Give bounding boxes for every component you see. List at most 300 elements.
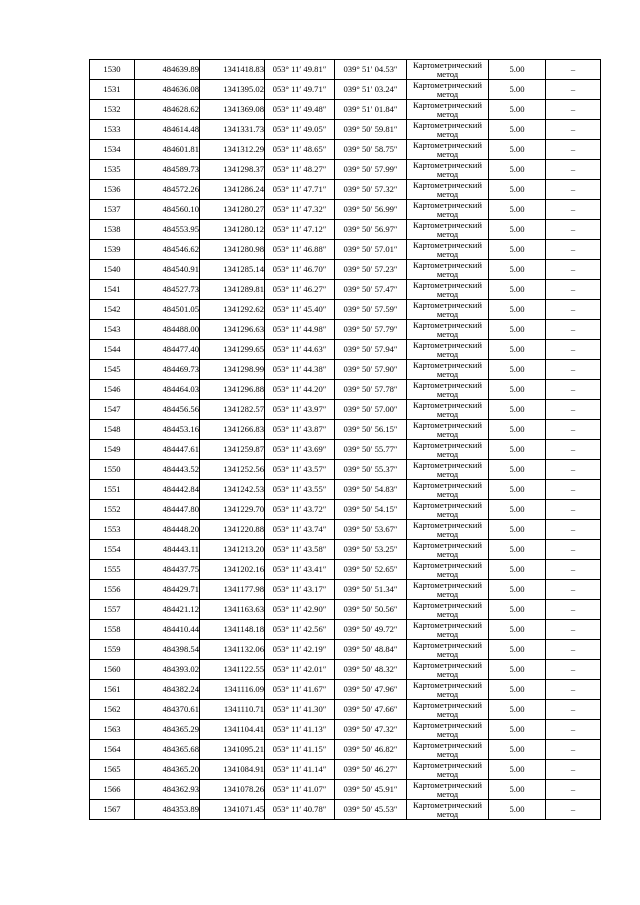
method-line-1: Картометрический xyxy=(413,579,482,590)
extra-cell: – xyxy=(546,560,601,580)
method-cell xyxy=(407,140,489,160)
x-coordinate-cell: 484437.75 xyxy=(135,560,200,580)
method-line-1: Картометрический xyxy=(413,299,482,310)
table-row xyxy=(90,540,601,560)
method-line-1: Картометрический xyxy=(413,119,482,130)
longitude-cell: 039° 50′ 57.78″ xyxy=(335,380,407,400)
accuracy-cell: 5.00 xyxy=(489,380,546,400)
accuracy-cell: 5.00 xyxy=(489,320,546,340)
latitude-cell: 053° 11′ 49.81″ xyxy=(265,60,335,80)
point-number-cell: 1536 xyxy=(90,180,135,200)
table-row xyxy=(90,60,601,80)
longitude-cell: 039° 50′ 45.91″ xyxy=(335,780,407,800)
method-line-2: метод xyxy=(436,488,459,499)
longitude-cell: 039° 50′ 49.72″ xyxy=(335,620,407,640)
method-line-2: метод xyxy=(436,608,459,619)
x-coordinate-cell: 484628.62 xyxy=(135,100,200,120)
method-line-1: Картометрический xyxy=(413,599,482,610)
point-number-cell: 1560 xyxy=(90,660,135,680)
y-coordinate-cell: 1341110.71 xyxy=(200,700,265,720)
extra-cell: – xyxy=(546,640,601,660)
accuracy-cell: 5.00 xyxy=(489,340,546,360)
method-line-1: Картометрический xyxy=(413,499,482,510)
latitude-cell: 053° 11′ 43.97″ xyxy=(265,400,335,420)
point-number-cell: 1531 xyxy=(90,80,135,100)
method-cell xyxy=(407,500,489,520)
latitude-cell: 053° 11′ 49.05″ xyxy=(265,120,335,140)
x-coordinate-cell: 484553.95 xyxy=(135,220,200,240)
longitude-cell: 039° 50′ 57.00″ xyxy=(335,400,407,420)
y-coordinate-cell: 1341163.63 xyxy=(200,600,265,620)
x-coordinate-cell: 484382.24 xyxy=(135,680,200,700)
longitude-cell: 039° 51′ 03.24″ xyxy=(335,80,407,100)
extra-cell: – xyxy=(546,280,601,300)
method-line-1: Картометрический xyxy=(413,639,482,650)
method-line-2: метод xyxy=(436,188,459,199)
point-number-cell: 1559 xyxy=(90,640,135,660)
method-cell xyxy=(407,260,489,280)
point-number-cell: 1552 xyxy=(90,500,135,520)
point-number-cell: 1562 xyxy=(90,700,135,720)
y-coordinate-cell: 1341298.99 xyxy=(200,360,265,380)
extra-cell: – xyxy=(546,80,601,100)
method-line-1: Картометрический xyxy=(413,199,482,210)
accuracy-cell: 5.00 xyxy=(489,520,546,540)
method-line-2: метод xyxy=(436,648,459,659)
x-coordinate-cell: 484362.93 xyxy=(135,780,200,800)
method-cell xyxy=(407,80,489,100)
extra-cell: – xyxy=(546,680,601,700)
accuracy-cell: 5.00 xyxy=(489,720,546,740)
latitude-cell: 053° 11′ 46.70″ xyxy=(265,260,335,280)
extra-cell: – xyxy=(546,220,601,240)
table-row xyxy=(90,760,601,780)
table-row xyxy=(90,500,601,520)
latitude-cell: 053° 11′ 44.98″ xyxy=(265,320,335,340)
method-cell xyxy=(407,120,489,140)
table-row xyxy=(90,520,601,540)
longitude-cell: 039° 50′ 56.99″ xyxy=(335,200,407,220)
extra-cell: – xyxy=(546,300,601,320)
extra-cell: – xyxy=(546,60,601,80)
table-row xyxy=(90,100,601,120)
extra-cell: – xyxy=(546,540,601,560)
longitude-cell: 039° 50′ 57.90″ xyxy=(335,360,407,380)
method-line-1: Картометрический xyxy=(413,479,482,490)
table-row xyxy=(90,560,601,580)
latitude-cell: 053° 11′ 46.27″ xyxy=(265,280,335,300)
latitude-cell: 053° 11′ 47.12″ xyxy=(265,220,335,240)
point-number-cell: 1532 xyxy=(90,100,135,120)
accuracy-cell: 5.00 xyxy=(489,360,546,380)
x-coordinate-cell: 484365.20 xyxy=(135,760,200,780)
table-row xyxy=(90,440,601,460)
method-line-1: Картометрический xyxy=(413,679,482,690)
accuracy-cell: 5.00 xyxy=(489,60,546,80)
x-coordinate-cell: 484442.84 xyxy=(135,480,200,500)
y-coordinate-cell: 1341229.70 xyxy=(200,500,265,520)
y-coordinate-cell: 1341285.14 xyxy=(200,260,265,280)
point-number-cell: 1549 xyxy=(90,440,135,460)
x-coordinate-cell: 484429.71 xyxy=(135,580,200,600)
method-cell xyxy=(407,680,489,700)
method-cell xyxy=(407,800,489,820)
accuracy-cell: 5.00 xyxy=(489,500,546,520)
accuracy-cell: 5.00 xyxy=(489,120,546,140)
latitude-cell: 053° 11′ 46.88″ xyxy=(265,240,335,260)
method-line-2: метод xyxy=(436,288,459,299)
method-line-1: Картометрический xyxy=(413,59,482,70)
y-coordinate-cell: 1341282.57 xyxy=(200,400,265,420)
method-line-1: Картометрический xyxy=(413,559,482,570)
method-cell xyxy=(407,760,489,780)
latitude-cell: 053° 11′ 41.13″ xyxy=(265,720,335,740)
method-line-1: Картометрический xyxy=(413,359,482,370)
method-line-1: Картометрический xyxy=(413,439,482,450)
method-cell xyxy=(407,660,489,680)
table-row xyxy=(90,320,601,340)
latitude-cell: 053° 11′ 48.27″ xyxy=(265,160,335,180)
table-row xyxy=(90,700,601,720)
y-coordinate-cell: 1341292.62 xyxy=(200,300,265,320)
method-cell xyxy=(407,360,489,380)
table-row xyxy=(90,360,601,380)
extra-cell: – xyxy=(546,520,601,540)
point-number-cell: 1547 xyxy=(90,400,135,420)
method-line-1: Картометрический xyxy=(413,399,482,410)
y-coordinate-cell: 1341177.98 xyxy=(200,580,265,600)
table-row xyxy=(90,420,601,440)
accuracy-cell: 5.00 xyxy=(489,700,546,720)
longitude-cell: 039° 50′ 54.83″ xyxy=(335,480,407,500)
table-row xyxy=(90,480,601,500)
latitude-cell: 053° 11′ 44.38″ xyxy=(265,360,335,380)
longitude-cell: 039° 51′ 01.84″ xyxy=(335,100,407,120)
y-coordinate-cell: 1341296.88 xyxy=(200,380,265,400)
y-coordinate-cell: 1341280.12 xyxy=(200,220,265,240)
method-line-2: метод xyxy=(436,568,459,579)
accuracy-cell: 5.00 xyxy=(489,760,546,780)
point-number-cell: 1566 xyxy=(90,780,135,800)
table-row xyxy=(90,780,601,800)
point-number-cell: 1538 xyxy=(90,220,135,240)
method-line-1: Картометрический xyxy=(413,239,482,250)
accuracy-cell: 5.00 xyxy=(489,460,546,480)
method-line-1: Картометрический xyxy=(413,539,482,550)
x-coordinate-cell: 484410.44 xyxy=(135,620,200,640)
method-cell xyxy=(407,320,489,340)
method-line-2: метод xyxy=(436,308,459,319)
method-cell xyxy=(407,460,489,480)
x-coordinate-cell: 484546.62 xyxy=(135,240,200,260)
extra-cell: – xyxy=(546,260,601,280)
table-row xyxy=(90,160,601,180)
table-row xyxy=(90,620,601,640)
method-line-1: Картометрический xyxy=(413,219,482,230)
extra-cell: – xyxy=(546,100,601,120)
accuracy-cell: 5.00 xyxy=(489,680,546,700)
extra-cell: – xyxy=(546,120,601,140)
extra-cell: – xyxy=(546,720,601,740)
extra-cell: – xyxy=(546,400,601,420)
point-number-cell: 1558 xyxy=(90,620,135,640)
extra-cell: – xyxy=(546,800,601,820)
x-coordinate-cell: 484572.26 xyxy=(135,180,200,200)
longitude-cell: 039° 50′ 57.99″ xyxy=(335,160,407,180)
y-coordinate-cell: 1341280.27 xyxy=(200,200,265,220)
longitude-cell: 039° 50′ 54.15″ xyxy=(335,500,407,520)
table-row xyxy=(90,380,601,400)
method-line-2: метод xyxy=(436,168,459,179)
accuracy-cell: 5.00 xyxy=(489,180,546,200)
method-line-2: метод xyxy=(436,508,459,519)
longitude-cell: 039° 50′ 55.77″ xyxy=(335,440,407,460)
method-line-1: Картометрический xyxy=(413,619,482,630)
accuracy-cell: 5.00 xyxy=(489,160,546,180)
point-number-cell: 1554 xyxy=(90,540,135,560)
x-coordinate-cell: 484443.52 xyxy=(135,460,200,480)
latitude-cell: 053° 11′ 42.90″ xyxy=(265,600,335,620)
latitude-cell: 053° 11′ 42.56″ xyxy=(265,620,335,640)
longitude-cell: 039° 50′ 58.75″ xyxy=(335,140,407,160)
method-line-2: метод xyxy=(436,668,459,679)
longitude-cell: 039° 50′ 57.01″ xyxy=(335,240,407,260)
method-line-1: Картометрический xyxy=(413,139,482,150)
longitude-cell: 039° 50′ 48.32″ xyxy=(335,660,407,680)
method-line-2: метод xyxy=(436,468,459,479)
accuracy-cell: 5.00 xyxy=(489,640,546,660)
x-coordinate-cell: 484393.02 xyxy=(135,660,200,680)
extra-cell: – xyxy=(546,160,601,180)
method-line-1: Картометрический xyxy=(413,719,482,730)
method-line-1: Картометрический xyxy=(413,699,482,710)
extra-cell: – xyxy=(546,660,601,680)
table-row xyxy=(90,720,601,740)
longitude-cell: 039° 50′ 47.66″ xyxy=(335,700,407,720)
method-cell xyxy=(407,580,489,600)
x-coordinate-cell: 484469.73 xyxy=(135,360,200,380)
method-line-2: метод xyxy=(436,128,459,139)
method-line-2: метод xyxy=(436,248,459,259)
longitude-cell: 039° 50′ 59.81″ xyxy=(335,120,407,140)
x-coordinate-cell: 484589.73 xyxy=(135,160,200,180)
method-cell xyxy=(407,540,489,560)
table-row xyxy=(90,460,601,480)
y-coordinate-cell: 1341296.63 xyxy=(200,320,265,340)
y-coordinate-cell: 1341286.24 xyxy=(200,180,265,200)
extra-cell: – xyxy=(546,440,601,460)
y-coordinate-cell: 1341242.53 xyxy=(200,480,265,500)
y-coordinate-cell: 1341202.16 xyxy=(200,560,265,580)
latitude-cell: 053° 11′ 43.41″ xyxy=(265,560,335,580)
point-number-cell: 1535 xyxy=(90,160,135,180)
longitude-cell: 039° 50′ 46.27″ xyxy=(335,760,407,780)
table-row xyxy=(90,240,601,260)
y-coordinate-cell: 1341148.18 xyxy=(200,620,265,640)
table-row xyxy=(90,200,601,220)
method-cell xyxy=(407,520,489,540)
table-body xyxy=(90,60,601,820)
extra-cell: – xyxy=(546,420,601,440)
latitude-cell: 053° 11′ 45.40″ xyxy=(265,300,335,320)
accuracy-cell: 5.00 xyxy=(489,580,546,600)
method-cell xyxy=(407,640,489,660)
accuracy-cell: 5.00 xyxy=(489,300,546,320)
y-coordinate-cell: 1341395.02 xyxy=(200,80,265,100)
latitude-cell: 053° 11′ 42.19″ xyxy=(265,640,335,660)
latitude-cell: 053° 11′ 43.72″ xyxy=(265,500,335,520)
latitude-cell: 053° 11′ 43.58″ xyxy=(265,540,335,560)
x-coordinate-cell: 484639.89 xyxy=(135,60,200,80)
method-line-1: Картометрический xyxy=(413,379,482,390)
method-cell xyxy=(407,60,489,80)
method-cell xyxy=(407,400,489,420)
extra-cell: – xyxy=(546,240,601,260)
method-line-1: Картометрический xyxy=(413,179,482,190)
table-row xyxy=(90,220,601,240)
method-line-1: Картометрический xyxy=(413,799,482,810)
x-coordinate-cell: 484421.12 xyxy=(135,600,200,620)
longitude-cell: 039° 50′ 56.97″ xyxy=(335,220,407,240)
point-number-cell: 1537 xyxy=(90,200,135,220)
table-row xyxy=(90,800,601,820)
latitude-cell: 053° 11′ 42.01″ xyxy=(265,660,335,680)
accuracy-cell: 5.00 xyxy=(489,280,546,300)
method-line-2: метод xyxy=(436,368,459,379)
method-cell xyxy=(407,180,489,200)
accuracy-cell: 5.00 xyxy=(489,420,546,440)
extra-cell: – xyxy=(546,360,601,380)
x-coordinate-cell: 484464.03 xyxy=(135,380,200,400)
accuracy-cell: 5.00 xyxy=(489,260,546,280)
point-number-cell: 1553 xyxy=(90,520,135,540)
longitude-cell: 039° 50′ 57.47″ xyxy=(335,280,407,300)
y-coordinate-cell: 1341213.20 xyxy=(200,540,265,560)
method-line-2: метод xyxy=(436,88,459,99)
point-number-cell: 1539 xyxy=(90,240,135,260)
method-line-2: метод xyxy=(436,408,459,419)
table-row xyxy=(90,640,601,660)
point-number-cell: 1545 xyxy=(90,360,135,380)
method-line-2: метод xyxy=(436,428,459,439)
y-coordinate-cell: 1341104.41 xyxy=(200,720,265,740)
method-cell xyxy=(407,720,489,740)
longitude-cell: 039° 50′ 46.82″ xyxy=(335,740,407,760)
longitude-cell: 039° 50′ 51.34″ xyxy=(335,580,407,600)
latitude-cell: 053° 11′ 43.87″ xyxy=(265,420,335,440)
accuracy-cell: 5.00 xyxy=(489,200,546,220)
method-line-1: Картометрический xyxy=(413,739,482,750)
y-coordinate-cell: 1341289.81 xyxy=(200,280,265,300)
point-number-cell: 1541 xyxy=(90,280,135,300)
y-coordinate-cell: 1341116.09 xyxy=(200,680,265,700)
longitude-cell: 039° 50′ 57.32″ xyxy=(335,180,407,200)
method-line-2: метод xyxy=(436,588,459,599)
latitude-cell: 053° 11′ 41.15″ xyxy=(265,740,335,760)
latitude-cell: 053° 11′ 43.69″ xyxy=(265,440,335,460)
accuracy-cell: 5.00 xyxy=(489,80,546,100)
accuracy-cell: 5.00 xyxy=(489,100,546,120)
method-line-1: Картометрический xyxy=(413,159,482,170)
longitude-cell: 039° 51′ 04.53″ xyxy=(335,60,407,80)
method-line-2: метод xyxy=(436,628,459,639)
method-cell xyxy=(407,340,489,360)
extra-cell: – xyxy=(546,340,601,360)
extra-cell: – xyxy=(546,760,601,780)
x-coordinate-cell: 484453.16 xyxy=(135,420,200,440)
extra-cell: – xyxy=(546,380,601,400)
method-line-2: метод xyxy=(436,348,459,359)
extra-cell: – xyxy=(546,580,601,600)
table-row xyxy=(90,680,601,700)
extra-cell: – xyxy=(546,600,601,620)
latitude-cell: 053° 11′ 49.71″ xyxy=(265,80,335,100)
point-number-cell: 1551 xyxy=(90,480,135,500)
point-number-cell: 1546 xyxy=(90,380,135,400)
y-coordinate-cell: 1341259.87 xyxy=(200,440,265,460)
y-coordinate-cell: 1341220.88 xyxy=(200,520,265,540)
x-coordinate-cell: 484527.73 xyxy=(135,280,200,300)
method-line-1: Картометрический xyxy=(413,279,482,290)
y-coordinate-cell: 1341132.06 xyxy=(200,640,265,660)
method-line-2: метод xyxy=(436,208,459,219)
point-number-cell: 1556 xyxy=(90,580,135,600)
y-coordinate-cell: 1341299.65 xyxy=(200,340,265,360)
method-cell xyxy=(407,160,489,180)
longitude-cell: 039° 50′ 57.23″ xyxy=(335,260,407,280)
x-coordinate-cell: 484488.00 xyxy=(135,320,200,340)
method-line-1: Картометрический xyxy=(413,519,482,530)
y-coordinate-cell: 1341312.29 xyxy=(200,140,265,160)
method-cell xyxy=(407,380,489,400)
latitude-cell: 053° 11′ 44.20″ xyxy=(265,380,335,400)
point-number-cell: 1550 xyxy=(90,460,135,480)
method-line-2: метод xyxy=(436,548,459,559)
method-cell xyxy=(407,280,489,300)
method-line-1: Картометрический xyxy=(413,419,482,430)
x-coordinate-cell: 484447.61 xyxy=(135,440,200,460)
table-row xyxy=(90,140,601,160)
longitude-cell: 039° 50′ 53.25″ xyxy=(335,540,407,560)
accuracy-cell: 5.00 xyxy=(489,440,546,460)
method-line-2: метод xyxy=(436,328,459,339)
method-line-1: Картометрический xyxy=(413,99,482,110)
extra-cell: – xyxy=(546,200,601,220)
extra-cell: – xyxy=(546,180,601,200)
coordinates-table xyxy=(89,59,601,820)
point-number-cell: 1548 xyxy=(90,420,135,440)
longitude-cell: 039° 50′ 45.53″ xyxy=(335,800,407,820)
accuracy-cell: 5.00 xyxy=(489,560,546,580)
table-row xyxy=(90,740,601,760)
accuracy-cell: 5.00 xyxy=(489,740,546,760)
latitude-cell: 053° 11′ 47.32″ xyxy=(265,200,335,220)
accuracy-cell: 5.00 xyxy=(489,480,546,500)
x-coordinate-cell: 484540.91 xyxy=(135,260,200,280)
accuracy-cell: 5.00 xyxy=(489,620,546,640)
table-row xyxy=(90,120,601,140)
accuracy-cell: 5.00 xyxy=(489,780,546,800)
x-coordinate-cell: 484477.40 xyxy=(135,340,200,360)
y-coordinate-cell: 1341095.21 xyxy=(200,740,265,760)
accuracy-cell: 5.00 xyxy=(489,540,546,560)
latitude-cell: 053° 11′ 44.63″ xyxy=(265,340,335,360)
point-number-cell: 1530 xyxy=(90,60,135,80)
latitude-cell: 053° 11′ 49.48″ xyxy=(265,100,335,120)
x-coordinate-cell: 484365.29 xyxy=(135,720,200,740)
method-cell xyxy=(407,780,489,800)
x-coordinate-cell: 484365.68 xyxy=(135,740,200,760)
